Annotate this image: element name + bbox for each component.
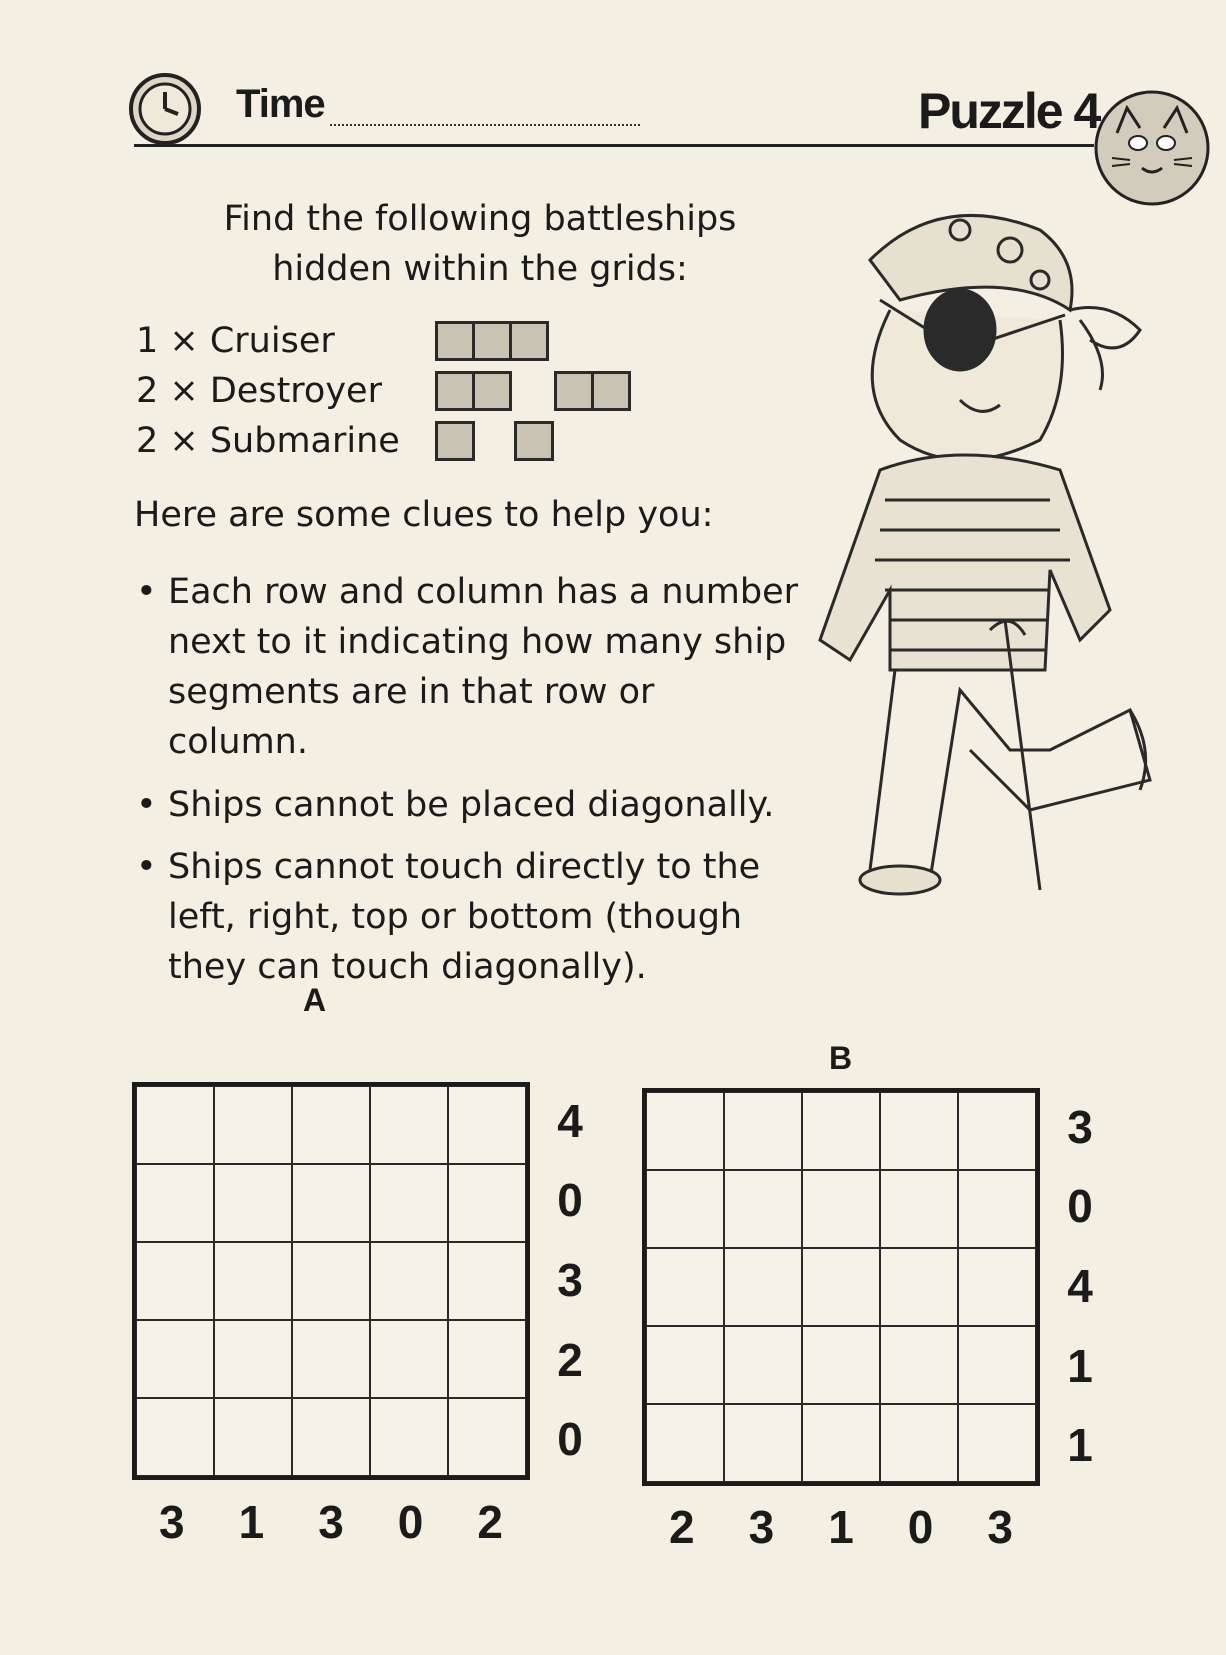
grid-cell[interactable] xyxy=(292,1398,370,1476)
column-clue: 3 xyxy=(987,1501,1013,1553)
puzzle-title: Puzzle 4 xyxy=(918,83,1100,139)
grid-cell[interactable] xyxy=(292,1242,370,1320)
ship-segment xyxy=(554,371,594,411)
ship-row-destroyer xyxy=(136,371,382,415)
grid-cell[interactable] xyxy=(802,1248,880,1326)
column-clue: 3 xyxy=(318,1496,344,1548)
row-clue: 1 xyxy=(1067,1419,1093,1472)
grid-cell[interactable] xyxy=(880,1170,958,1248)
grid-b[interactable] xyxy=(642,1088,1040,1486)
grid-cell[interactable] xyxy=(448,1086,526,1164)
grid-cell[interactable] xyxy=(214,1242,292,1320)
grid-cell[interactable] xyxy=(214,1086,292,1164)
grid-cell[interactable] xyxy=(880,1404,958,1482)
ship-segment xyxy=(514,421,554,461)
grid-cell[interactable] xyxy=(802,1326,880,1404)
ship-segment xyxy=(435,371,475,411)
row-clue: 4 xyxy=(557,1094,583,1147)
clue-item xyxy=(134,567,804,767)
grid-cell[interactable] xyxy=(958,1170,1036,1248)
grid-cell[interactable] xyxy=(370,1242,448,1320)
ship-segment xyxy=(472,371,512,411)
clue-item xyxy=(134,842,804,992)
grid-cell[interactable] xyxy=(802,1404,880,1482)
header-divider xyxy=(134,144,1094,147)
row-clue: 3 xyxy=(1067,1100,1093,1153)
grid-a[interactable] xyxy=(132,1082,530,1480)
row-clue: 0 xyxy=(1067,1180,1093,1233)
pirate-illustration xyxy=(810,190,1220,970)
ship-segment xyxy=(472,321,512,361)
grid-cell[interactable] xyxy=(214,1398,292,1476)
grid-cell[interactable] xyxy=(136,1086,214,1164)
clue-text: Ships cannot be placed diagonally. xyxy=(168,785,775,825)
grid-cell[interactable] xyxy=(136,1242,214,1320)
grid-cell[interactable] xyxy=(724,1092,802,1170)
ship-segment xyxy=(435,421,475,461)
clock-icon xyxy=(128,72,202,146)
grid-cell[interactable] xyxy=(724,1404,802,1482)
grid-cell[interactable] xyxy=(448,1242,526,1320)
column-clue: 3 xyxy=(748,1501,775,1553)
grid-cell[interactable] xyxy=(880,1326,958,1404)
grid-cell[interactable] xyxy=(958,1404,1036,1482)
grid-cell[interactable] xyxy=(880,1092,958,1170)
ship-segment xyxy=(435,321,475,361)
grid-cell[interactable] xyxy=(370,1086,448,1164)
grid-cell[interactable] xyxy=(958,1326,1036,1404)
row-clue: 0 xyxy=(557,1413,583,1466)
ship-segment xyxy=(591,371,631,411)
column-clue: 1 xyxy=(828,1501,854,1553)
grid-cell[interactable] xyxy=(214,1164,292,1242)
ship-segment xyxy=(509,321,549,361)
clues-heading: Here are some clues to help you: xyxy=(134,495,714,535)
grid-cell[interactable] xyxy=(136,1164,214,1242)
grid-cell[interactable] xyxy=(292,1086,370,1164)
bullet-icon: • xyxy=(136,572,157,612)
grid-cell[interactable] xyxy=(724,1170,802,1248)
instructions-intro: Find the following battleships hidden within the grids: xyxy=(223,199,737,289)
grid-cell[interactable] xyxy=(214,1320,292,1398)
grid-cell[interactable] xyxy=(292,1164,370,1242)
grid-a-label: A xyxy=(303,982,327,1018)
grid-b-label: B xyxy=(829,1040,853,1076)
ship-row-submarine xyxy=(136,421,400,465)
column-clue: 3 xyxy=(159,1496,185,1548)
ship-label: 2 × Submarine xyxy=(136,421,400,461)
row-clue: 3 xyxy=(557,1254,583,1306)
bullet-icon: • xyxy=(136,847,157,887)
column-clue: 2 xyxy=(477,1496,503,1548)
grid-cell[interactable] xyxy=(136,1320,214,1398)
time-entry-line[interactable] xyxy=(330,124,640,126)
ship-row-cruiser xyxy=(136,321,335,365)
clue-item xyxy=(134,780,804,830)
grid-cell[interactable] xyxy=(724,1326,802,1404)
column-clue: 0 xyxy=(397,1496,424,1548)
bullet-icon: • xyxy=(136,785,157,825)
grid-cell[interactable] xyxy=(646,1092,724,1170)
row-clue: 4 xyxy=(1067,1260,1093,1312)
column-clue: 1 xyxy=(238,1496,265,1548)
grid-cell[interactable] xyxy=(880,1248,958,1326)
ship-label: 2 × Destroyer xyxy=(136,371,382,411)
grid-cell[interactable] xyxy=(802,1170,880,1248)
grid-cell[interactable] xyxy=(136,1398,214,1476)
grid-cell[interactable] xyxy=(292,1320,370,1398)
grid-cell[interactable] xyxy=(370,1398,448,1476)
grid-cell[interactable] xyxy=(646,1326,724,1404)
grid-cell[interactable] xyxy=(370,1164,448,1242)
time-label: Time xyxy=(236,82,325,126)
row-clue: 2 xyxy=(557,1333,583,1386)
ship-label: 1 × Cruiser xyxy=(136,321,335,361)
grid-cell[interactable] xyxy=(448,1398,526,1476)
grid-cell[interactable] xyxy=(646,1404,724,1482)
column-clue: 0 xyxy=(907,1501,934,1553)
grid-cell[interactable] xyxy=(724,1248,802,1326)
grid-cell[interactable] xyxy=(370,1320,448,1398)
clue-text: Ships cannot touch directly to the left, right, top or bottom (though they can touch diagonally). xyxy=(168,847,761,987)
grid-cell[interactable] xyxy=(958,1248,1036,1326)
column-clue: 2 xyxy=(669,1501,695,1553)
grid-cell[interactable] xyxy=(958,1092,1036,1170)
grid-cell[interactable] xyxy=(802,1092,880,1170)
grid-cell[interactable] xyxy=(448,1164,526,1242)
row-clue: 1 xyxy=(1067,1339,1093,1392)
grid-cell[interactable] xyxy=(646,1248,724,1326)
row-clue: 0 xyxy=(557,1174,583,1227)
grid-cell[interactable] xyxy=(646,1170,724,1248)
grid-cell[interactable] xyxy=(448,1320,526,1398)
clue-text: Each row and column has a number next to it indicating how many ship segments are in that row or column. xyxy=(168,572,798,762)
